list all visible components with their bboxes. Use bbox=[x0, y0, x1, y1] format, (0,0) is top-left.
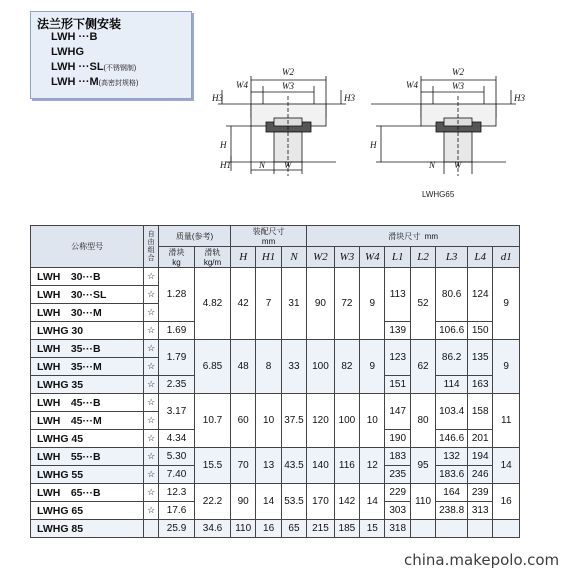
l2-cell: 110 bbox=[410, 484, 435, 520]
l2-cell bbox=[410, 520, 435, 538]
interchange-mark: ☆ bbox=[144, 502, 159, 520]
l3-cell: 183.6 bbox=[436, 466, 468, 484]
rail-mass-cell: 15.5 bbox=[195, 448, 231, 484]
w2-cell: 215 bbox=[307, 520, 335, 538]
model-cell: LWHG 30 bbox=[31, 322, 144, 340]
header-l3: L3 bbox=[436, 247, 468, 268]
dim-label-w-b: W bbox=[454, 160, 462, 170]
header-rail-mass: 滑轨 kg/m bbox=[195, 247, 231, 268]
series-line-1: LWH ···B bbox=[51, 31, 98, 43]
l2-cell: 95 bbox=[410, 448, 435, 484]
interchange-mark: ☆ bbox=[144, 394, 159, 412]
block-mass-cell: 25.9 bbox=[159, 520, 195, 538]
interchange-mark: ☆ bbox=[144, 286, 159, 304]
l1-cell: 235 bbox=[385, 466, 410, 484]
l3-cell: 114 bbox=[436, 376, 468, 394]
l3-cell: 86.2 bbox=[436, 340, 468, 376]
interchange-mark: ☆ bbox=[144, 268, 159, 286]
w3-cell: 116 bbox=[334, 448, 359, 484]
interchange-mark: ☆ bbox=[144, 430, 159, 448]
interchange-mark: ☆ bbox=[144, 322, 159, 340]
l4-cell: 150 bbox=[468, 322, 493, 340]
l1-cell: 318 bbox=[385, 520, 410, 538]
rail-mass-cell: 34.6 bbox=[195, 520, 231, 538]
dim-label-h: H bbox=[220, 140, 227, 150]
w4-cell: 10 bbox=[360, 394, 385, 448]
dim-label-w: W bbox=[284, 160, 292, 170]
watermark: china.makepolo.com bbox=[404, 551, 560, 569]
l1-cell: 183 bbox=[385, 448, 410, 466]
dim-label-w3-b: W3 bbox=[452, 81, 464, 91]
d1-cell: 11 bbox=[493, 394, 520, 448]
header-d1: d1 bbox=[493, 247, 520, 268]
series-line-3: LWH ···SL(不锈钢制) bbox=[51, 61, 137, 73]
l1-cell: 113 bbox=[385, 268, 410, 322]
l4-cell: 124 bbox=[468, 268, 493, 322]
block-mass-cell: 12.3 bbox=[159, 484, 195, 502]
h1-cell: 16 bbox=[256, 520, 281, 538]
h1-cell: 14 bbox=[256, 484, 281, 520]
series-line-2: LWHG bbox=[51, 46, 84, 58]
dim-label-h1: H1 bbox=[220, 160, 231, 170]
interchange-mark: ☆ bbox=[144, 358, 159, 376]
w3-cell: 185 bbox=[334, 520, 359, 538]
header-w3: W3 bbox=[334, 247, 359, 268]
header-h: H bbox=[231, 247, 256, 268]
w2-cell: 140 bbox=[307, 448, 335, 484]
h-cell: 60 bbox=[231, 394, 256, 448]
l4-cell: 158 bbox=[468, 394, 493, 430]
interchange-mark: ☆ bbox=[144, 484, 159, 502]
model-cell: LWHG 85 bbox=[31, 520, 144, 538]
table-row bbox=[31, 448, 520, 466]
model-cell: LWH 30···B bbox=[31, 268, 144, 286]
block-mass-cell: 5.30 bbox=[159, 448, 195, 466]
h-cell: 90 bbox=[231, 484, 256, 520]
header-n: N bbox=[281, 247, 306, 268]
header-assembly: 装配尺寸 mm bbox=[231, 226, 307, 247]
header-block-mass: 滑块 kg bbox=[159, 247, 195, 268]
block-mass-cell: 2.35 bbox=[159, 376, 195, 394]
d1-cell: 16 bbox=[493, 484, 520, 520]
l3-cell: 103.4 bbox=[436, 394, 468, 430]
l4-cell: 194 bbox=[468, 448, 493, 466]
l4-cell: 239 bbox=[468, 484, 493, 502]
model-cell: LWH 30···SL bbox=[31, 286, 144, 304]
series-line-4: LWH ···M(高密封规格) bbox=[51, 76, 139, 88]
l1-cell: 151 bbox=[385, 376, 410, 394]
l3-cell bbox=[436, 520, 468, 538]
header-mass: 质量(参考) bbox=[159, 226, 231, 247]
l2-cell: 62 bbox=[410, 340, 435, 394]
block-mass-cell: 7.40 bbox=[159, 466, 195, 484]
model-cell: LWHG 45 bbox=[31, 430, 144, 448]
l4-cell: 201 bbox=[468, 430, 493, 448]
model-cell: LWHG 35 bbox=[31, 376, 144, 394]
table-row bbox=[31, 268, 520, 286]
w3-cell: 82 bbox=[334, 340, 359, 394]
block-mass-cell: 1.69 bbox=[159, 322, 195, 340]
w3-cell: 142 bbox=[334, 484, 359, 520]
interchange-mark: ☆ bbox=[144, 412, 159, 430]
w3-cell: 100 bbox=[334, 394, 359, 448]
w4-cell: 9 bbox=[360, 268, 385, 340]
dimension-drawing bbox=[196, 56, 526, 191]
model-cell: LWH 55···B bbox=[31, 448, 144, 466]
header-l4: L4 bbox=[468, 247, 493, 268]
l4-cell bbox=[468, 520, 493, 538]
l4-cell: 313 bbox=[468, 502, 493, 520]
h1-cell: 8 bbox=[256, 340, 281, 394]
dim-label-w4-b: W4 bbox=[406, 80, 418, 90]
n-cell: 43.5 bbox=[281, 448, 306, 484]
block-mass-cell: 4.34 bbox=[159, 430, 195, 448]
d1-cell: 9 bbox=[493, 268, 520, 340]
dim-label-w2: W2 bbox=[282, 67, 294, 77]
interchange-mark: ☆ bbox=[144, 304, 159, 322]
rail-mass-cell: 4.82 bbox=[195, 268, 231, 340]
model-cell: LWH 45···B bbox=[31, 394, 144, 412]
w4-cell: 9 bbox=[360, 340, 385, 394]
header-w2: W2 bbox=[307, 247, 335, 268]
header-l1: L1 bbox=[385, 247, 410, 268]
d1-cell: 9 bbox=[493, 340, 520, 394]
header-block-dims: 滑块尺寸 mm bbox=[307, 226, 520, 247]
l4-cell: 246 bbox=[468, 466, 493, 484]
l3-cell: 238.8 bbox=[436, 502, 468, 520]
model-cell: LWHG 55 bbox=[31, 466, 144, 484]
w2-cell: 100 bbox=[307, 340, 335, 394]
block-mass-cell: 17.6 bbox=[159, 502, 195, 520]
n-cell: 65 bbox=[281, 520, 306, 538]
d1-cell: 14 bbox=[493, 448, 520, 484]
model-cell: LWH 45···M bbox=[31, 412, 144, 430]
interchange-mark bbox=[144, 520, 159, 538]
dim-label-n: N bbox=[259, 160, 266, 170]
table-row bbox=[31, 394, 520, 412]
model-cell: LWH 30···M bbox=[31, 304, 144, 322]
rail-mass-cell: 22.2 bbox=[195, 484, 231, 520]
l3-cell: 80.6 bbox=[436, 268, 468, 322]
model-cell: LWHG 65 bbox=[31, 502, 144, 520]
dim-label-h3-right: H3 bbox=[344, 93, 355, 103]
header-l2: L2 bbox=[410, 247, 435, 268]
model-cell: LWH 35···M bbox=[31, 358, 144, 376]
header-w4: W4 bbox=[360, 247, 385, 268]
l3-cell: 146.6 bbox=[436, 430, 468, 448]
l3-cell: 132 bbox=[436, 448, 468, 466]
w4-cell: 14 bbox=[360, 484, 385, 520]
header-interchange: 自由组合 bbox=[144, 226, 159, 268]
h-cell: 110 bbox=[231, 520, 256, 538]
series-title-box bbox=[30, 11, 192, 99]
h-cell: 48 bbox=[231, 340, 256, 394]
table-row bbox=[31, 340, 520, 358]
l1-cell: 229 bbox=[385, 484, 410, 502]
n-cell: 53.5 bbox=[281, 484, 306, 520]
l1-cell: 123 bbox=[385, 340, 410, 376]
w4-cell: 12 bbox=[360, 448, 385, 484]
interchange-mark: ☆ bbox=[144, 340, 159, 358]
l2-cell: 80 bbox=[410, 394, 435, 448]
header-model: 公称型号 bbox=[31, 226, 144, 268]
h1-cell: 7 bbox=[256, 268, 281, 340]
h-cell: 70 bbox=[231, 448, 256, 484]
n-cell: 37.5 bbox=[281, 394, 306, 448]
l1-cell: 147 bbox=[385, 394, 410, 430]
h1-cell: 13 bbox=[256, 448, 281, 484]
table-row bbox=[31, 520, 520, 538]
l3-cell: 164 bbox=[436, 484, 468, 502]
w4-cell: 15 bbox=[360, 520, 385, 538]
dim-label-n-b: N bbox=[429, 160, 436, 170]
l3-cell: 106.6 bbox=[436, 322, 468, 340]
l4-cell: 135 bbox=[468, 340, 493, 376]
table-row bbox=[31, 484, 520, 502]
drawing-caption: LWHG65 bbox=[422, 190, 455, 199]
w3-cell: 72 bbox=[334, 268, 359, 340]
dim-label-w3: W3 bbox=[282, 81, 294, 91]
model-cell: LWH 65···B bbox=[31, 484, 144, 502]
interchange-mark: ☆ bbox=[144, 376, 159, 394]
block-mass-cell: 1.28 bbox=[159, 268, 195, 322]
model-cell: LWH 35···B bbox=[31, 340, 144, 358]
l4-cell: 163 bbox=[468, 376, 493, 394]
mount-type-title: 法兰形下侧安装 bbox=[37, 17, 122, 31]
block-mass-cell: 3.17 bbox=[159, 394, 195, 430]
dim-label-h3: H3 bbox=[212, 93, 223, 103]
l1-cell: 190 bbox=[385, 430, 410, 448]
rail-mass-cell: 10.7 bbox=[195, 394, 231, 448]
h-cell: 42 bbox=[231, 268, 256, 340]
w2-cell: 170 bbox=[307, 484, 335, 520]
lwh-section-drawing bbox=[218, 76, 346, 176]
n-cell: 31 bbox=[281, 268, 306, 340]
l1-cell: 303 bbox=[385, 502, 410, 520]
d1-cell bbox=[493, 520, 520, 538]
w2-cell: 120 bbox=[307, 394, 335, 448]
w2-cell: 90 bbox=[307, 268, 335, 340]
header-h1: H1 bbox=[256, 247, 281, 268]
dim-label-h-b: H bbox=[370, 140, 377, 150]
l1-cell: 139 bbox=[385, 322, 410, 340]
interchange-mark: ☆ bbox=[144, 466, 159, 484]
rail-mass-cell: 6.85 bbox=[195, 340, 231, 394]
n-cell: 33 bbox=[281, 340, 306, 394]
lwhg-section-drawing bbox=[371, 76, 516, 176]
dim-label-h3-b: H3 bbox=[514, 93, 525, 103]
h1-cell: 10 bbox=[256, 394, 281, 448]
block-mass-cell: 1.79 bbox=[159, 340, 195, 376]
spec-table bbox=[30, 225, 520, 538]
interchange-mark: ☆ bbox=[144, 448, 159, 466]
l2-cell: 52 bbox=[410, 268, 435, 340]
dim-label-w2-b: W2 bbox=[452, 67, 464, 77]
dim-label-w4: W4 bbox=[236, 80, 248, 90]
